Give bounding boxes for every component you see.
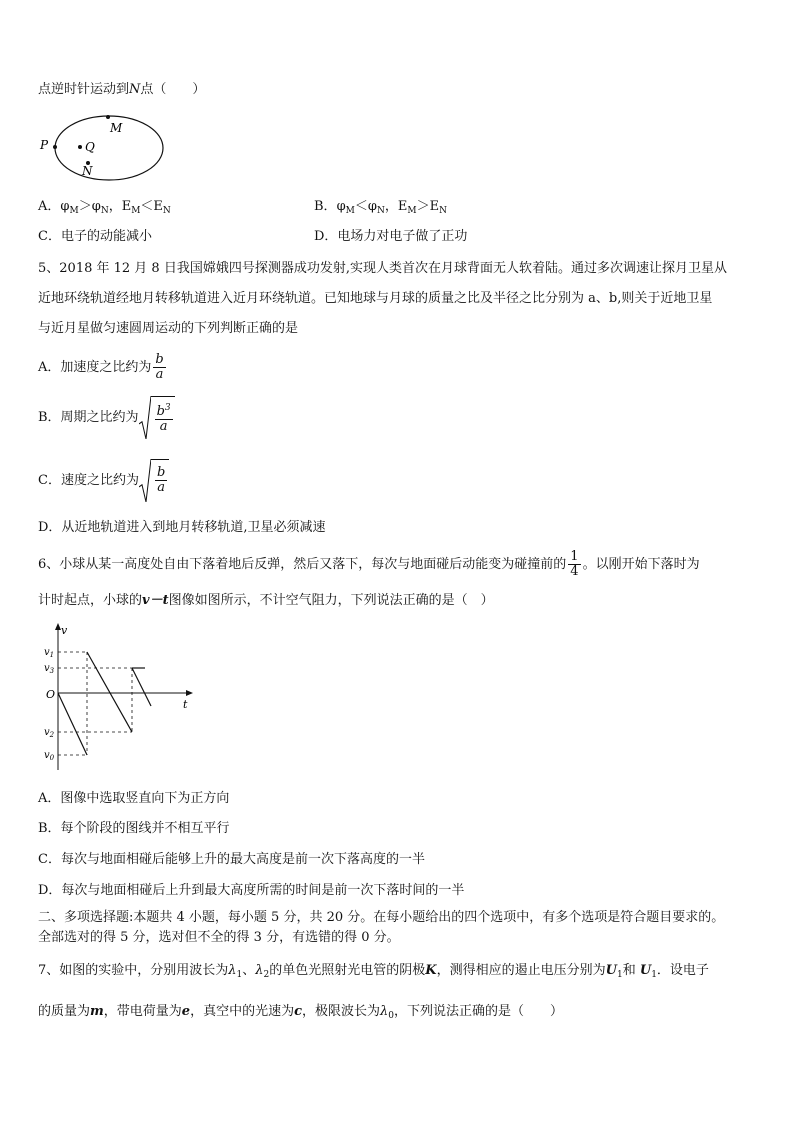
q6-stem-line2: 计时起点，小球的v－t图像如图所示，不计空气阻力，下列说法正确的是（ ） (38, 593, 494, 608)
q5-stem-line2: 近地环绕轨道经地月转移轨道进入近月环绕轨道。已知地球与月球的质量之比及半径之比分别为 a、b,则关于近地卫星 (38, 291, 713, 306)
label-v3: $v_3$ (44, 663, 55, 675)
q6-option-a: A．图像中选取竖直向下为正方向 (38, 791, 230, 806)
point-p (53, 145, 57, 149)
q7-stem-line1: 7、如图的实验中，分别用波长为$\lambda_1$、$\lambda_2$的单色光照射光电管的阴极K，测得相应的遏止电压分别为$U_1$和 $U_1$．设电子 (38, 963, 709, 980)
q6-vt-graph (40, 620, 200, 772)
q5-option-c: C．速度之比约为 $\frac{b}{a}$ (38, 459, 169, 502)
q5-c-sqrt: $\frac{b}{a}$ (139, 459, 169, 502)
point-m (106, 115, 110, 119)
q4-ellipse-figure (36, 110, 171, 185)
q5-b-sqrt: $\frac{b^3}{a}$ (139, 396, 175, 439)
label-v1: $v_1$ (44, 647, 55, 659)
point-q (78, 145, 82, 149)
q6-fraction: $\frac{1}{4}$ (570, 549, 579, 579)
q4-option-a: A．$\varphi_M>\varphi_N$，$E_M<E_N$ (38, 199, 171, 216)
q4-option-c: C．电子的动能减小 (38, 229, 152, 244)
q4-option-d: D．电场力对电子做了正功 (314, 229, 468, 244)
label-t: t (183, 698, 188, 711)
vt-plot-lines (58, 652, 151, 755)
q6-option-b: B．每个阶段的图线并不相互平行 (38, 821, 230, 836)
section2-line1: 二、多项选择题:本题共 4 小题，每小题 5 分，共 20 分。在每小题给出的四个选项中，有多个选项是符合题目要求的。 (38, 910, 725, 925)
q6-stem-line1: 6、小球从某一高度处自由下落着地后反弹，然后又落下，每次与地面碰后动能变为碰撞前的 $\frac{1}{4}$ 。以刚开始下落时为 (38, 549, 700, 579)
q6-option-d: D．每次与地面相碰后上升到最大高度所需的时间是前一次下落时间的一半 (38, 883, 465, 898)
guide-lines (58, 652, 145, 755)
label-n: N (82, 164, 93, 178)
label-v: v (61, 624, 68, 637)
label-v0: $v_0$ (44, 750, 55, 762)
label-o: O (46, 688, 56, 701)
q4-stem-tail: 点逆时针运动到N点（ ） (38, 82, 206, 97)
q5-stem-line3: 与近月星做匀速圆周运动的下列判断正确的是 (38, 321, 299, 336)
section2-line2: 全部选对的得 5 分，选对但不全的得 3 分，有选错的得 0 分。 (38, 930, 400, 945)
q5-stem-line1: 5、2018 年 12 月 8 日我国嫦娥四号探测器成功发射,实现人类首次在月球背面无人软着陆。通过多次调速让探月卫星从 (38, 261, 727, 276)
t-axis-arrow (186, 690, 193, 696)
label-p: P (40, 138, 49, 152)
label-q: Q (85, 140, 95, 154)
q7-stem-line2: 的质量为m，带电荷量为e，真空中的光速为c，极限波长为$\lambda_0$，下列说法正确的是（ ） (38, 1004, 564, 1021)
q5-a-fraction: $\frac{b}{a}$ (155, 352, 164, 382)
q5-option-d: D．从近地轨道进入到地月转移轨道,卫星必须减速 (38, 520, 326, 535)
label-v2: $v_2$ (44, 727, 55, 739)
label-m: M (110, 121, 123, 135)
q4-option-b: B．$\varphi_M<\varphi_N$，$E_M>E_N$ (314, 199, 447, 216)
q6-option-c: C．每次与地面相碰后能够上升的最大高度是前一次下落高度的一半 (38, 852, 425, 867)
q5-option-a: A．加速度之比约为 $\frac{b}{a}$ (38, 352, 164, 382)
q5-option-b: B．周期之比约为 $\frac{b^3}{a}$ (38, 396, 175, 439)
